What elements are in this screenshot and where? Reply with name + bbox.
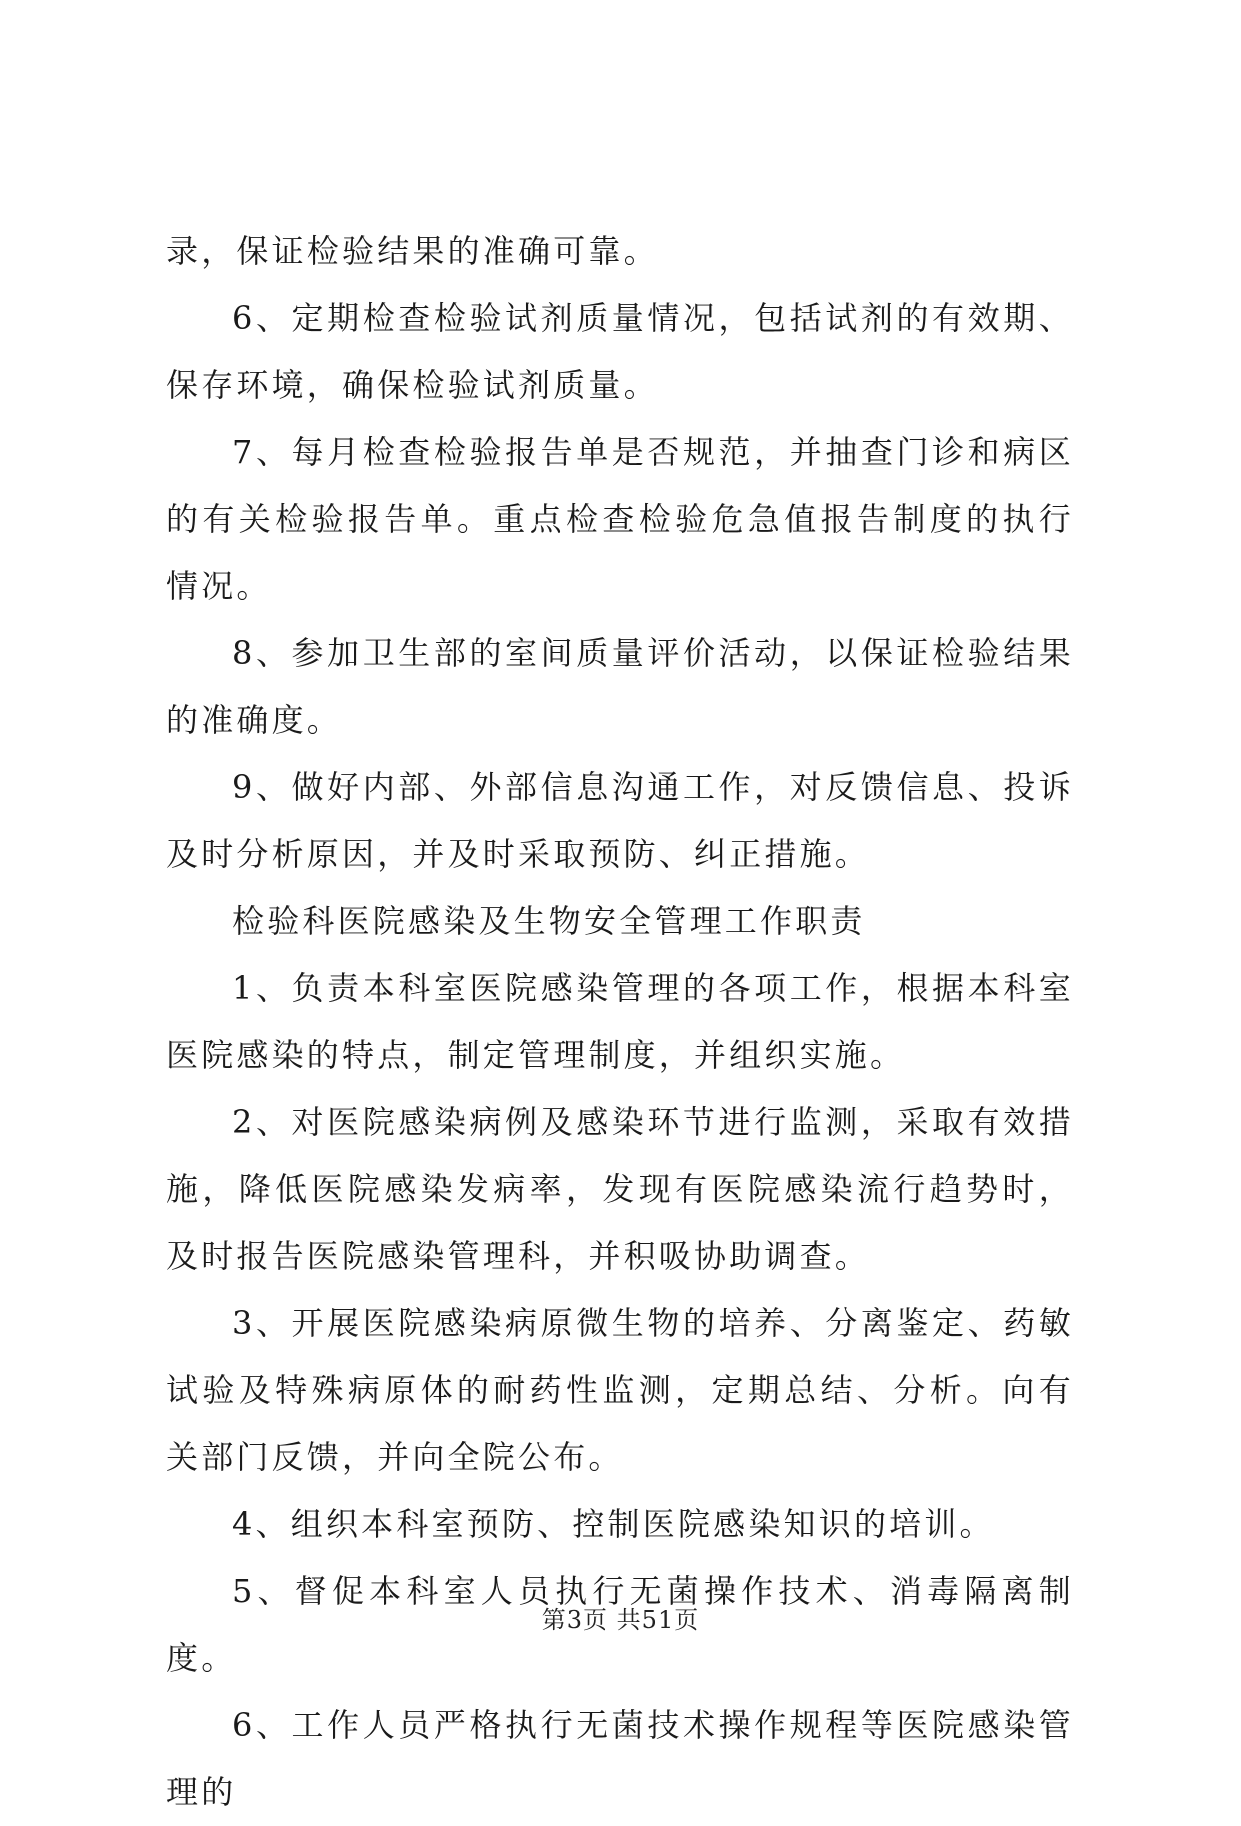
document-body [166, 218, 1074, 1826]
paragraph: 7、每月检查检验报告单是否规范，并抽查门诊和病区的有关检验报告单。重点检查检验危急值报告制度的执行情况。 [166, 433, 1074, 605]
paragraph: 录，保证检验结果的准确可靠。 [166, 232, 659, 270]
section-heading: 检验科医院感染及生物安全管理工作职责 [232, 902, 866, 940]
paragraph: 9、做好内部、外部信息沟通工作，对反馈信息、投诉及时分析原因，并及时采取预防、纠正措施。 [166, 768, 1074, 873]
page-number-footer: 第3页 共51页 [541, 1606, 700, 1634]
paragraph: 3、开展医院感染病原微生物的培养、分离鉴定、药敏试验及特殊病原体的耐药性监测，定期总结、分析。向有关部门反馈，并向全院公布。 [166, 1304, 1074, 1476]
paragraph: 2、对医院感染病例及感染环节进行监测，采取有效措施，降低医院感染发病率，发现有医院感染流行趋势时，及时报告医院感染管理科，并积吸协助调查。 [166, 1103, 1074, 1275]
paragraph: 6、定期检查检验试剂质量情况，包括试剂的有效期、保存环境，确保检验试剂质量。 [166, 299, 1074, 404]
paragraph: 6、工作人员严格执行无菌技术操作规程等医院感染管理的 [166, 1706, 1074, 1811]
paragraph: 1、负责本科室医院感染管理的各项工作，根据本科室医院感染的特点，制定管理制度，并组织实施。 [166, 969, 1074, 1074]
paragraph: 8、参加卫生部的室间质量评价活动，以保证检验结果的准确度。 [166, 634, 1074, 739]
paragraph: 4、组织本科室预防、控制医院感染知识的培训。 [232, 1505, 995, 1543]
paragraph: 5、督促本科室人员执行无菌操作技术、消毒隔离制度。 [166, 1572, 1074, 1677]
